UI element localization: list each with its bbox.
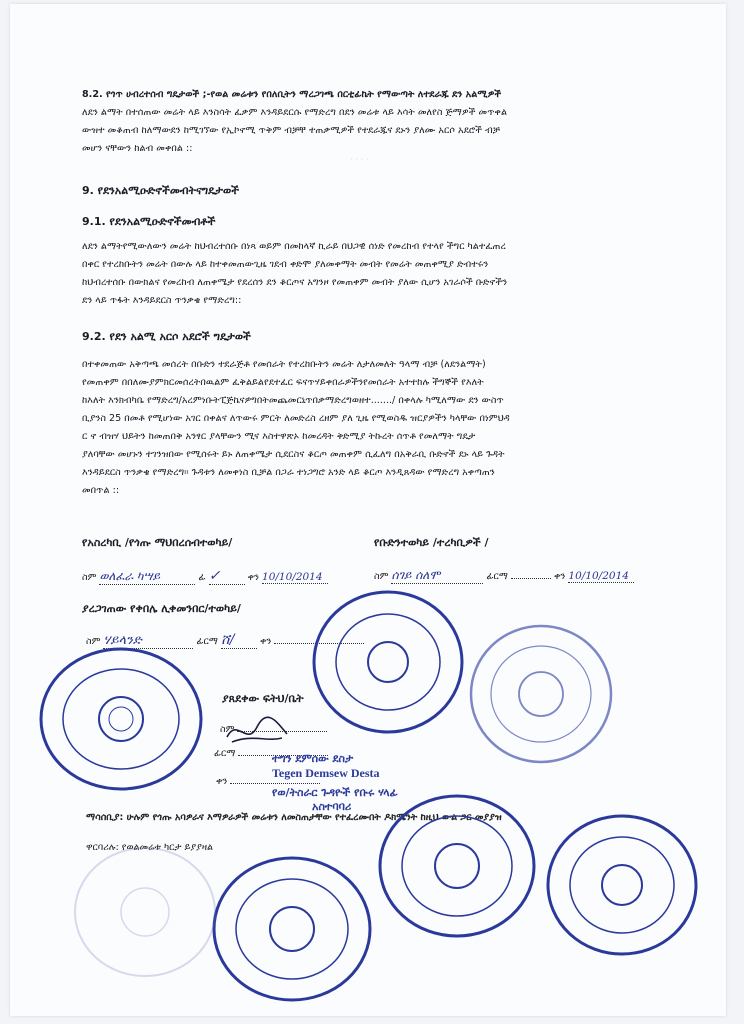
section-9-1-body: [82, 238, 694, 310]
handover-signature-row: [82, 568, 328, 585]
date-label: ቀን: [260, 636, 272, 647]
section-9-heading: 9. የደንአልሚዑድኖችመብትናግዴታወች: [82, 184, 239, 197]
section-8-2-line: 8.2. የጎጥ ሀብረተሰብ ግዴታወች ;-የወል መሬቱን የበለቢትን ማረጋገጫ በርቲፊኬት የማውጣት ለተደራጁ ደን አልሚዎች: [82, 89, 502, 100]
section-9-2-body: [82, 356, 694, 500]
section-9-2-line: የመጠቀም በበለሙያምክርመሰረትበዉልም ፈቅልይልየደተፈር ፍናጥሃይቀበራዎችንየመሰራት አተተከሉ ችግኞች የእለት: [82, 377, 484, 388]
name-label: ስም: [82, 572, 97, 583]
section-9-1-heading: 9.1. የደንአልሚዑድኖችመብቶች: [82, 215, 216, 228]
section-9-2-line: እንዳይደርስ ጥንቃቄ የማድረግ። ጉዳቱን ለመቀነስ ቢቻል በጋራ ተነጋግሮ አንድ ላይ ቆርጦ እንዲጸዳው የማድረግ አቀጣጠን: [82, 467, 495, 478]
section-8-2-line: ውዝተ መቆጠብ ከለማውደን ከሚገኘው የኢኮኖሚ ጥቅም ብቻቸ ተጠቃሚዎች የተደራጁና ደኑን ያለሙ አርሶ አደሮች ብቻ: [82, 125, 500, 136]
section-9-2-heading: 9.2. የደን አልሚ አርሶ አደሮች ግዴታወች: [82, 330, 251, 343]
name-label: ስም: [220, 724, 235, 735]
receiver-date-handwriting: 10/10/2014: [568, 570, 634, 583]
officer-title: የወ/ትስራር ጉዳዮች የቡሩ ሃላፊ: [272, 786, 398, 799]
court-signature-scribble: [222, 712, 292, 752]
name-label: ስም: [86, 636, 101, 647]
handover-name-handwriting: ወለፈራ ካሣይ: [99, 569, 195, 585]
kebele-signature: ሸ/: [221, 632, 257, 649]
receiver-party-heading: የቡድንተወካይ /ተረካቢዎች /: [374, 536, 489, 549]
attachment-note: ዋርባሪሉ: የወልመሬቱ ካርታ ይያያዛል: [86, 842, 214, 853]
signature-label: ፊርማ: [196, 636, 218, 647]
section-9-1-line: ደን ላይ ጥፋት እንዳይደርስ ጥንቃቄ የማድረግ::: [82, 295, 242, 306]
name-label: ስም: [374, 571, 389, 582]
agriculture-office-stamp: [544, 812, 700, 958]
signature-label: ፊ: [198, 572, 206, 583]
section-9-2-line: በተቀመጠው አቅጣጫ መሰረት በቡድን ተደራጅቶ የመሰራት የተረከቡትን መሬት ለታለመለት ዓላማ ብቻ (ለደንልማት): [82, 359, 486, 370]
kebele-chair-heading: ያረጋገጠው የቀበሌ ሊቀመንበር/ተወካይ/: [82, 602, 241, 615]
section-8-2: [82, 86, 694, 158]
officer-title-sub: አስተባባሪ: [312, 800, 352, 813]
office-seal-stamp: [36, 644, 206, 794]
court-heading: ያጸደቀው ፍትህ/ቤት: [222, 692, 304, 705]
kebele-name-handwriting: ሃይላንድ: [103, 633, 193, 649]
court-seal-stamp: [210, 854, 374, 1004]
section-9-2-line: ያለባቸው መሆኑን ተገንዝበው የሚሰሩት ይኑ ለጠቀሜታ ሲደርስና ቆርጦ መጠቀም ሲፈለግ በአቅራቢ ቡድኖች ደኑ ላይ ጉዳት: [82, 449, 505, 460]
officer-name-amharic: ተግን ደምሰው ደስታ: [272, 752, 354, 765]
officer-name-latin: Tegen Demsew Desta: [272, 766, 380, 780]
faint-background-stamp: [70, 842, 220, 982]
district-office-stamp: [310, 588, 466, 736]
section-9-2-line: ር ኖ ብዝሃ ህይትን ከመጠበቅ አንፃር ያላቸውን ሚና እስተዋጽኦ ከመረዳት ቅድሚያ ትኩረት ሰጥቶ የመለማት ግዴታ: [82, 431, 476, 442]
section-9-1-line: በቀር የተረከቡትን መሬት በውሉ ላይ ከተቀመጠውጊዜ ገደብ ቀድሞ ያለመቀማት መብት የመሬት መጠቀሚያ ድብተሩን: [82, 259, 489, 270]
faded-round-stamp: [466, 620, 616, 768]
section-9-2-line: መበጥል ::: [82, 485, 120, 496]
bleed-through-text: · · · ·: [350, 155, 369, 165]
section-8-2-line: መሆን ናቸውን ከልብ መቀበል ::: [82, 143, 193, 154]
footer-note: ማሳሰቢያ: ሁሉም የጎጡ አባዎራና እማዎራዎች መሬቱን ለመስጠታቸው የተፈረሙበት ዶክሜንት ከዚህ ውል ጋር መያያዝ: [86, 812, 502, 823]
signature-label: ፊርማ: [214, 748, 236, 759]
handover-date-handwriting: 10/10/2014: [262, 571, 328, 584]
section-9-1-line: ለደን ልማትየሚውለውን መሬት ከህብረተሰቡ በነጻ ወይም በመከላኛ ኪራይ በህጋዊ ሰነድ የመረከብ የተላየ ችግር ካልተፈጠረ: [82, 241, 506, 252]
date-label: ቀን: [247, 572, 259, 583]
section-9-2-line: ከእለት እንክብካቤ የማድረግ/አረምነቡትፒጅኬናዎግበትመጨመርኒጥበቃማድረግወዘተ......./ በቀላሉ ካሚለማው ደን ውስጥ: [82, 395, 504, 406]
section-9-2-line: ቢያንስ 25 በመቶ የሚሆነው አገር በቀልና ለጥውሩ ምርት ለመድረስ ረዘም ያለ ጊዜ የሚወስዱ ዝርያዎችን ካላቸው በነምህዳ: [82, 413, 510, 424]
handover-party-heading: የአስረካቢ /የጎጡ ማህበረሰብተወካይ/: [82, 536, 233, 549]
section-8-2-line: ለደን ልማት በተሰጠው መሬት ላይ እንስሳት ፈቃም እንዳይደርሱ የማድረግ በደን መሬቱ ላይ እሳት መለየስ ጅማዎች መጥቀል: [82, 107, 508, 118]
section-9-1-line: ከህብረተሰቡ በውክልና የመረከብ ለጠቀሜታ የደረሰን ደን ቆርጦና አግንዞ የመጠቀም መብት ያለው ሲሆን አገራሶች ቡድኖችን: [82, 277, 508, 288]
receiver-name-handwriting: ሰገይ ሰለሞ: [391, 568, 483, 584]
document-page: [10, 4, 726, 1016]
kebele-seal-stamp: [376, 792, 538, 940]
handover-signature: ✓: [209, 568, 245, 585]
date-label: ቀን: [554, 571, 566, 582]
date-label: ቀን: [216, 776, 228, 787]
signature-label: ፊርማ: [486, 571, 508, 582]
receiver-signature-row: [374, 568, 634, 584]
receiver-signature-line: [511, 578, 551, 579]
